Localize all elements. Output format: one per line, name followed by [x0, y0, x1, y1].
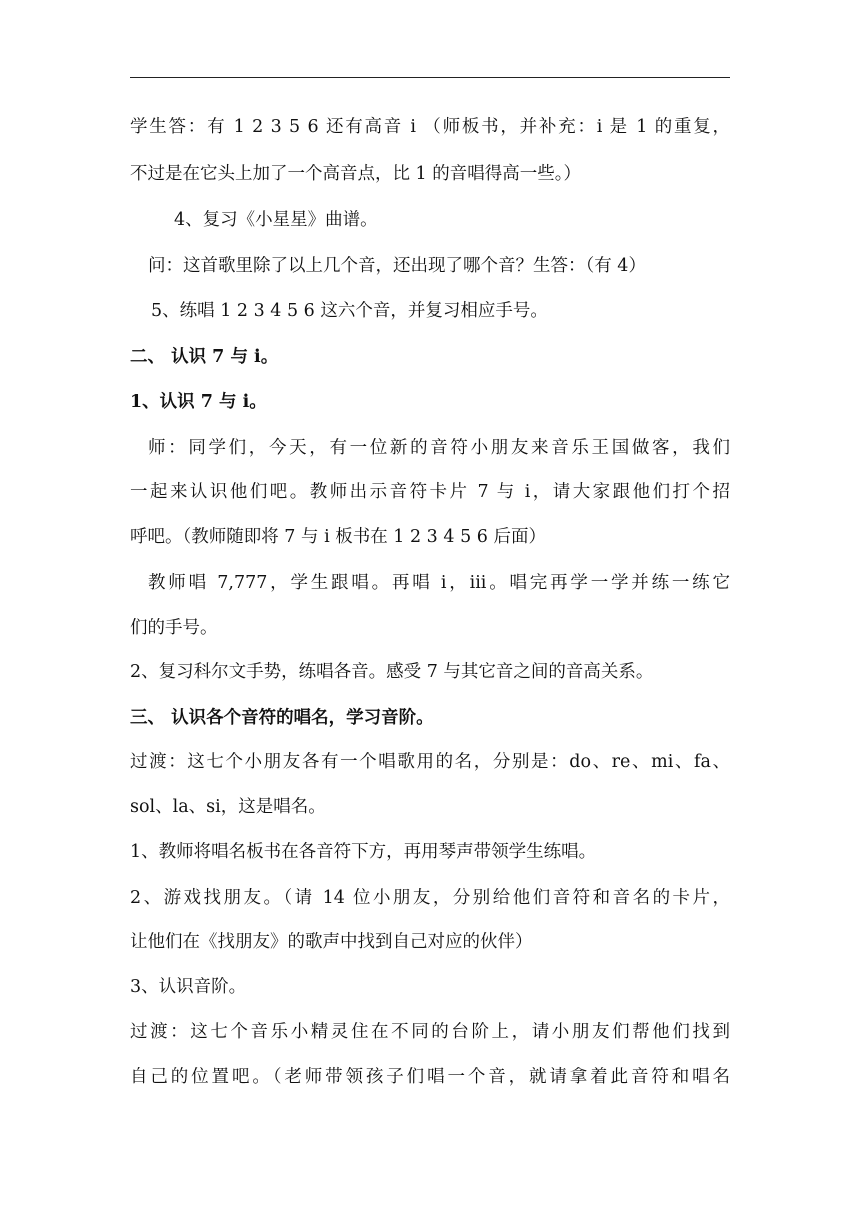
- paragraph-line: sol、la、si，这是唱名。: [130, 797, 326, 817]
- paragraph-line: 让他们在《找朋友》的歌声中找到自己对应的伙伴）: [130, 932, 533, 952]
- paragraph-line: 自己的位置吧。（老师带领孩子们唱一个音，就请拿着此音符和唱名: [130, 1067, 730, 1087]
- paragraph-line: 教师唱 7,777，学生跟唱。再唱 i，iii。唱完再学一学并练一练它: [148, 573, 730, 593]
- paragraph-line: 过渡：这七个音乐小精灵住在不同的台阶上，请小朋友们帮他们找到: [130, 1022, 730, 1042]
- paragraph-line: 1、教师将唱名板书在各音符下方，再用琴声带领学生练唱。: [130, 842, 597, 862]
- subsection-heading: 1、认识 7 与 i。: [130, 392, 267, 412]
- paragraph-line: 师：同学们，今天，有一位新的音符小朋友来音乐王国做客，我们: [148, 438, 730, 458]
- paragraph-line: 4、复习《小星星》曲谱。: [174, 210, 378, 230]
- paragraph-line: 一起来认识他们吧。教师出示音符卡片 7 与 i，请大家跟他们打个招: [130, 482, 730, 502]
- paragraph-line: 2、复习科尔文手势，练唱各音。感受 7 与其它音之间的音高关系。: [130, 662, 654, 682]
- header-rule: [130, 77, 730, 78]
- paragraph-line: 问：这首歌里除了以上几个音，还出现了哪个音？生答：（有 4）: [148, 256, 646, 276]
- paragraph-line: 呼吧。（教师随即将 7 与 i 板书在 1 2 3 4 5 6 后面）: [130, 527, 546, 547]
- paragraph-line: 3、认识音阶。: [130, 977, 247, 997]
- paragraph-line: 们的手号。: [130, 618, 218, 638]
- section-heading: 二、 认识 7 与 i。: [130, 347, 279, 367]
- paragraph-line: 5、练唱 1 2 3 4 5 6 这六个音，并复习相应手号。: [151, 301, 548, 321]
- paragraph-line: 不过是在它头上加了一个高音点，比 1 的音唱得高一些。）: [130, 164, 582, 184]
- paragraph-line: 学生答：有 1 2 3 5 6 还有高音 i （师板书，并补充：i 是 1 的重复，: [130, 117, 730, 137]
- section-heading: 三、 认识各个音符的唱名，学习音阶。: [130, 708, 434, 728]
- paragraph-line: 2、游戏找朋友。（请 14 位小朋友，分别给他们音符和音名的卡片，: [130, 888, 730, 908]
- paragraph-line: 过渡：这七个小朋友各有一个唱歌用的名，分别是：do、re、mi、fa、: [130, 752, 730, 772]
